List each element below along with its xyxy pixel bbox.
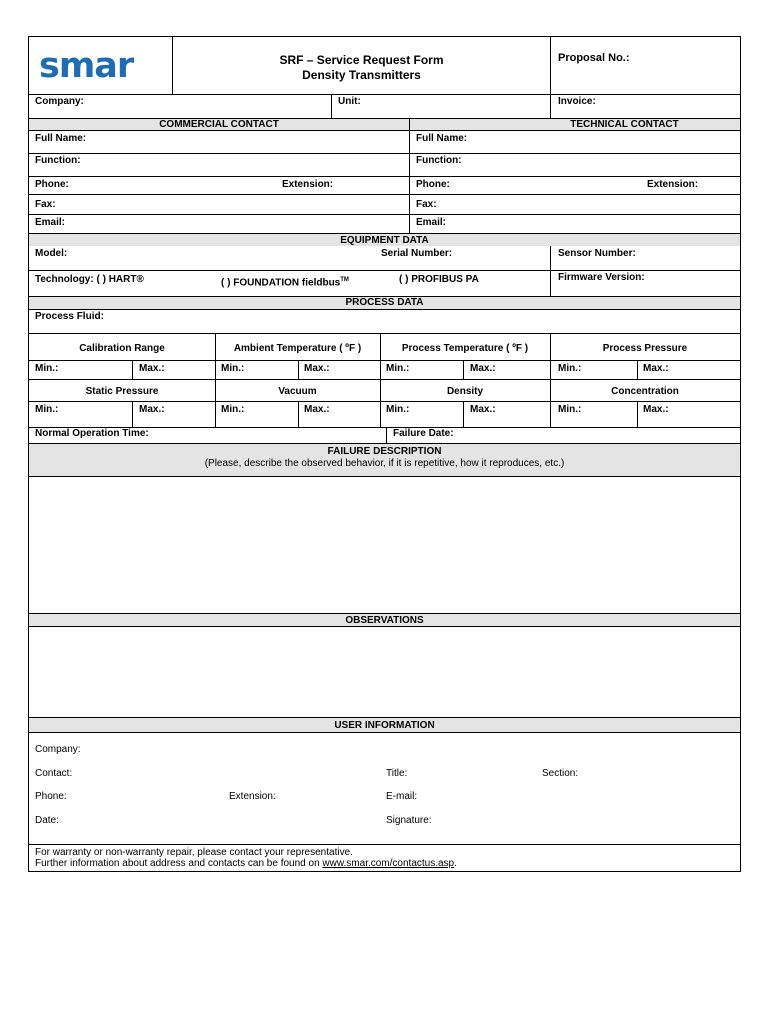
user-email-field[interactable]: E-mail: — [386, 791, 418, 802]
footer-contact-note — [35, 858, 457, 870]
vacuum-header: Vacuum — [278, 386, 317, 397]
process-pressure-header: Process Pressure — [602, 343, 688, 354]
foundation-fieldbus-option[interactable] — [221, 274, 349, 289]
calibration-min-field[interactable]: Min.: — [35, 363, 59, 374]
static-pressure-header: Static Pressure — [85, 386, 159, 397]
technical-contact-heading: TECHNICAL CONTACT — [570, 119, 679, 130]
normal-operation-time-field[interactable]: Normal Operation Time: — [35, 428, 149, 439]
model-field[interactable]: Model: — [35, 248, 68, 259]
static-pressure-max-field[interactable]: Max.: — [139, 404, 165, 415]
process-temp-max-field[interactable]: Max.: — [470, 363, 496, 374]
footer-contact-suffix: . — [454, 858, 457, 869]
observations-heading: OBSERVATIONS — [345, 615, 424, 626]
technical-full-name-field[interactable]: Full Name: — [416, 133, 468, 144]
unit-field[interactable]: Unit: — [338, 96, 361, 107]
form-title — [173, 53, 550, 83]
failure-description-heading: FAILURE DESCRIPTION — [327, 446, 442, 457]
process-fluid-field[interactable]: Process Fluid: — [35, 311, 104, 322]
user-date-field[interactable]: Date: — [35, 815, 59, 826]
profibus-pa-option[interactable]: ( ) PROFIBUS PA — [399, 274, 479, 285]
process-pressure-min-field[interactable]: Min.: — [558, 363, 582, 374]
ambient-temp-max-field[interactable]: Max.: — [304, 363, 330, 374]
user-company-field[interactable]: Company: — [35, 744, 81, 755]
calibration-max-field[interactable]: Max.: — [139, 363, 165, 374]
concentration-header: Concentration — [611, 386, 679, 397]
commercial-extension-field[interactable]: Extension: — [282, 179, 334, 190]
user-extension-field[interactable]: Extension: — [229, 791, 276, 802]
static-pressure-min-field[interactable]: Min.: — [35, 404, 59, 415]
commercial-contact-heading: COMMERCIAL CONTACT — [159, 119, 279, 130]
equipment-data-heading: EQUIPMENT DATA — [340, 235, 429, 246]
process-temperature-header: Process Temperature ( ºF ) — [401, 343, 529, 354]
calibration-range-header: Calibration Range — [79, 343, 165, 354]
technology-hart-option[interactable]: Technology: ( ) HART® — [35, 274, 144, 285]
process-temp-min-field[interactable]: Min.: — [386, 363, 410, 374]
failure-description-textarea[interactable] — [29, 477, 740, 613]
company-field[interactable]: Company: — [35, 96, 84, 107]
form-title-line1: SRF – Service Request Form — [279, 53, 444, 67]
technical-extension-field[interactable]: Extension: — [647, 179, 699, 190]
technical-email-field[interactable]: Email: — [416, 217, 447, 228]
process-data-heading: PROCESS DATA — [345, 297, 424, 308]
failure-date-field[interactable]: Failure Date: — [393, 428, 454, 439]
commercial-full-name-field[interactable]: Full Name: — [35, 133, 87, 144]
footer-warranty-note: For warranty or non-warranty repair, please contact your representative. — [35, 847, 353, 858]
proposal-number-field[interactable]: Proposal No.: — [558, 52, 630, 64]
contactus-link[interactable]: www.smar.com/contactus.asp — [322, 858, 455, 869]
commercial-function-field[interactable]: Function: — [35, 155, 81, 166]
form-title-line2: Density Transmitters — [302, 68, 421, 82]
foundation-fieldbus-label: ( ) FOUNDATION fieldbus — [221, 277, 341, 289]
commercial-phone-field[interactable]: Phone: — [35, 179, 69, 190]
density-min-field[interactable]: Min.: — [386, 404, 410, 415]
sensor-number-field[interactable]: Sensor Number: — [558, 248, 636, 259]
process-pressure-max-field[interactable]: Max.: — [643, 363, 669, 374]
density-max-field[interactable]: Max.: — [470, 404, 496, 415]
ambient-temperature-header: Ambient Temperature ( ºF ) — [233, 343, 362, 354]
user-title-field[interactable]: Title: — [386, 768, 408, 779]
failure-description-instructions: (Please, describe the observed behavior, if it is repetitive, how it reproduces, etc.) — [204, 458, 565, 469]
observations-textarea[interactable] — [29, 627, 740, 717]
technical-function-field[interactable]: Function: — [416, 155, 462, 166]
user-information-heading: USER INFORMATION — [334, 720, 435, 731]
user-phone-field[interactable]: Phone: — [35, 791, 67, 802]
vacuum-min-field[interactable]: Min.: — [221, 404, 245, 415]
footer-contact-prefix: Further information about address and contacts can be found on — [35, 858, 323, 869]
invoice-field[interactable]: Invoice: — [558, 96, 596, 107]
commercial-email-field[interactable]: Email: — [35, 217, 66, 228]
concentration-max-field[interactable]: Max.: — [643, 404, 669, 415]
ambient-temp-min-field[interactable]: Min.: — [221, 363, 245, 374]
user-section-field[interactable]: Section: — [542, 768, 579, 779]
firmware-version-field[interactable]: Firmware Version: — [558, 272, 645, 283]
service-request-form — [28, 36, 741, 872]
technical-phone-field[interactable]: Phone: — [416, 179, 450, 190]
serial-number-field[interactable]: Serial Number: — [381, 248, 453, 259]
vacuum-max-field[interactable]: Max.: — [304, 404, 330, 415]
smar-logo: smar — [39, 46, 134, 86]
user-contact-field[interactable]: Contact: — [35, 768, 73, 779]
commercial-fax-field[interactable]: Fax: — [35, 199, 56, 210]
user-signature-field[interactable]: Signature: — [386, 815, 432, 826]
technical-fax-field[interactable]: Fax: — [416, 199, 437, 210]
concentration-min-field[interactable]: Min.: — [558, 404, 582, 415]
density-header: Density — [446, 386, 484, 397]
trademark-mark: TM — [340, 277, 349, 283]
